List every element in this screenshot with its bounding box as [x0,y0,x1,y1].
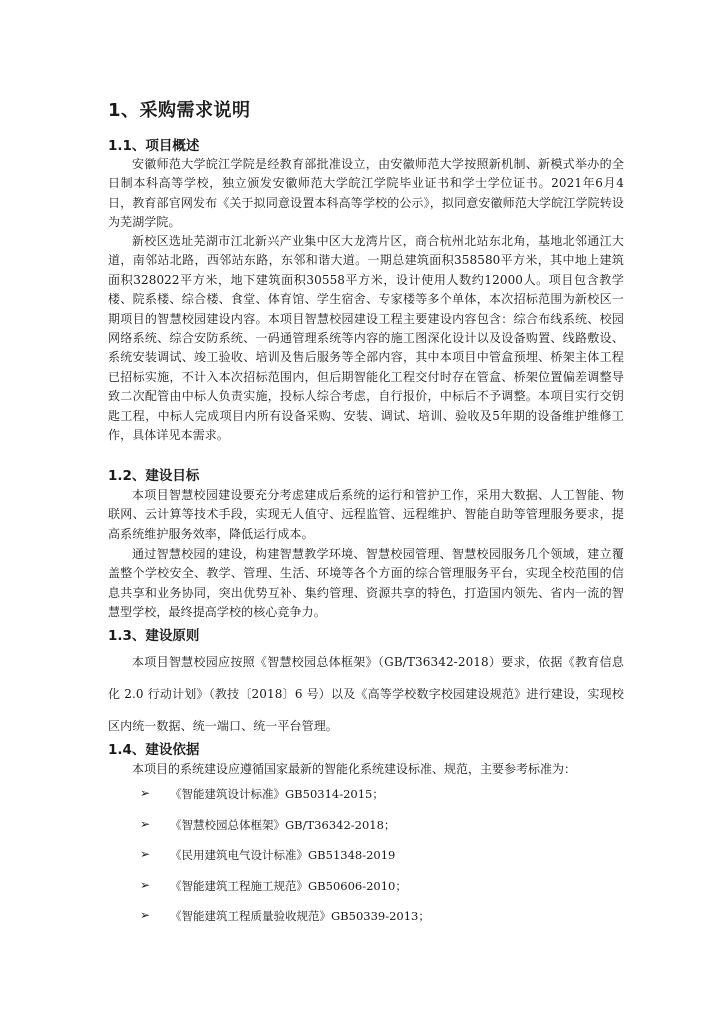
list-item [140,847,430,878]
reference-text: 《智能建筑设计标准》GB50314-2015； [170,787,384,801]
arrow-bullet-icon: ➢ [140,816,151,831]
heading-1-3: 1.3、建设原则 [108,628,200,644]
list-item [140,786,430,817]
reference-text: 《民用建筑电气设计标准》GB51348-2019 [170,848,396,863]
paragraph-1-3: 本项目智慧校园应按照《智慧校园总体框架》（GB/T36342-2018）要求，依据《教育信息化 2.0 行动计划》（教技〔2018〕6 号）以及《高等学校数字校园建设规范》进行建设，实现校区内统一数据、统一端口、统一平台管理。 [108,655,624,733]
paragraph-1-2-a: 本项目智慧校园建设要充分考虑建成后系统的运行和管护工作，采用大数据、人工智能、物联网、云计算等技术手段，实现无人值守、远程监管、远程维护、智能自助等管理服务要求，提高系统维护服务效率，降低运行成本。 [108,488,624,541]
paragraph-1-2-b: 通过智慧校园的建设，构建智慧教学环境、智慧校园管理、智慧校园服务几个领域，建立覆盖整个学校安全、教学、管理、生活、环境等各个方面的综合管理服务平台，实现全校范围的信息共享和业务协同，突出优势互补、集约管理、资源共享的特色，打造国内领先、省内一流的智慧型学校，最终提高学校的核心竞争力。 [108,547,624,620]
arrow-bullet-icon: ➢ [140,847,151,862]
heading-1-1: 1.1、项目概述 [108,138,200,154]
paragraph-1-1-b: 新校区选址芜湖市江北新兴产业集中区大龙湾片区，商合杭州北站东北角，基地北邻通江大道，南邻站北路，西邻站东路，东邻和谐大道。一期总建筑面积358580平方米，其中地上建筑面积328022平方米，地下建筑面积30558平方米，设计使用人数约12000人。项目包含教学楼、院系楼、综合楼、食堂、体育馆、学生宿舍、专家楼等多个单体，本次招标范围为新校区一期项目的智慧校园建设内容。本项目智慧校园建设工程主要建设内容包含：综合布线系统、校园网络系统、综合安防系统、一码通管理系统等内容的施工图深化设计以及设备购置、线路敷设、系统安装调试、竣工验收、培训及售后服务等全部内容，其中本项目中管盒预埋、桥架主体工程已招标实施，不计入本次招标范围内，但后期智能化工程交付时存在管盒、桥架位置偏差调整导致二次配管由中标人负责实施，投标人综合考虑，自行报价，中标后不予调整。本项目实行交钥匙工程，中标人完成项目内所有设备采购、安装、调试、培训、验收及5年期的设备维护维修工作，具体详见本需求。 [108,234,624,443]
arrow-bullet-icon: ➢ [140,908,151,923]
heading-1-2: 1.2、建设目标 [108,468,200,484]
paragraph-1-4-lead: 本项目的系统建设应遵循国家最新的智能化系统建设标准、规范，主要参考标准为： [132,762,577,776]
list-item [140,878,430,909]
reference-standards-list [140,786,430,939]
reference-text: 《智能建筑工程施工规范》GB50606-2010； [170,878,407,893]
reference-text: 《智慧校园总体框架》GB/T36342-2018； [170,817,396,832]
paragraph-1-1-a: 安徽师范大学皖江学院是经教育部批准设立，由安徽师范大学按照新机制、新模式举办的全日制本科高等学校，独立颁发安徽师范大学皖江学院毕业证书和学士学位证书。2021年6月4日，教育部官网发布《关于拟同意设置本科高等学校的公示》，拟同意安徽师范大学皖江学院转设为芜湖学院。 [108,157,624,230]
reference-text: 《智能建筑工程质量验收规范》GB50339-2013； [170,909,430,924]
list-item [140,817,430,848]
heading-1-4: 1.4、建设依据 [108,742,200,758]
section-title: 1、采购需求说明 [108,100,251,121]
list-item [140,908,430,939]
arrow-bullet-icon: ➢ [140,786,151,800]
arrow-bullet-icon: ➢ [140,877,151,892]
